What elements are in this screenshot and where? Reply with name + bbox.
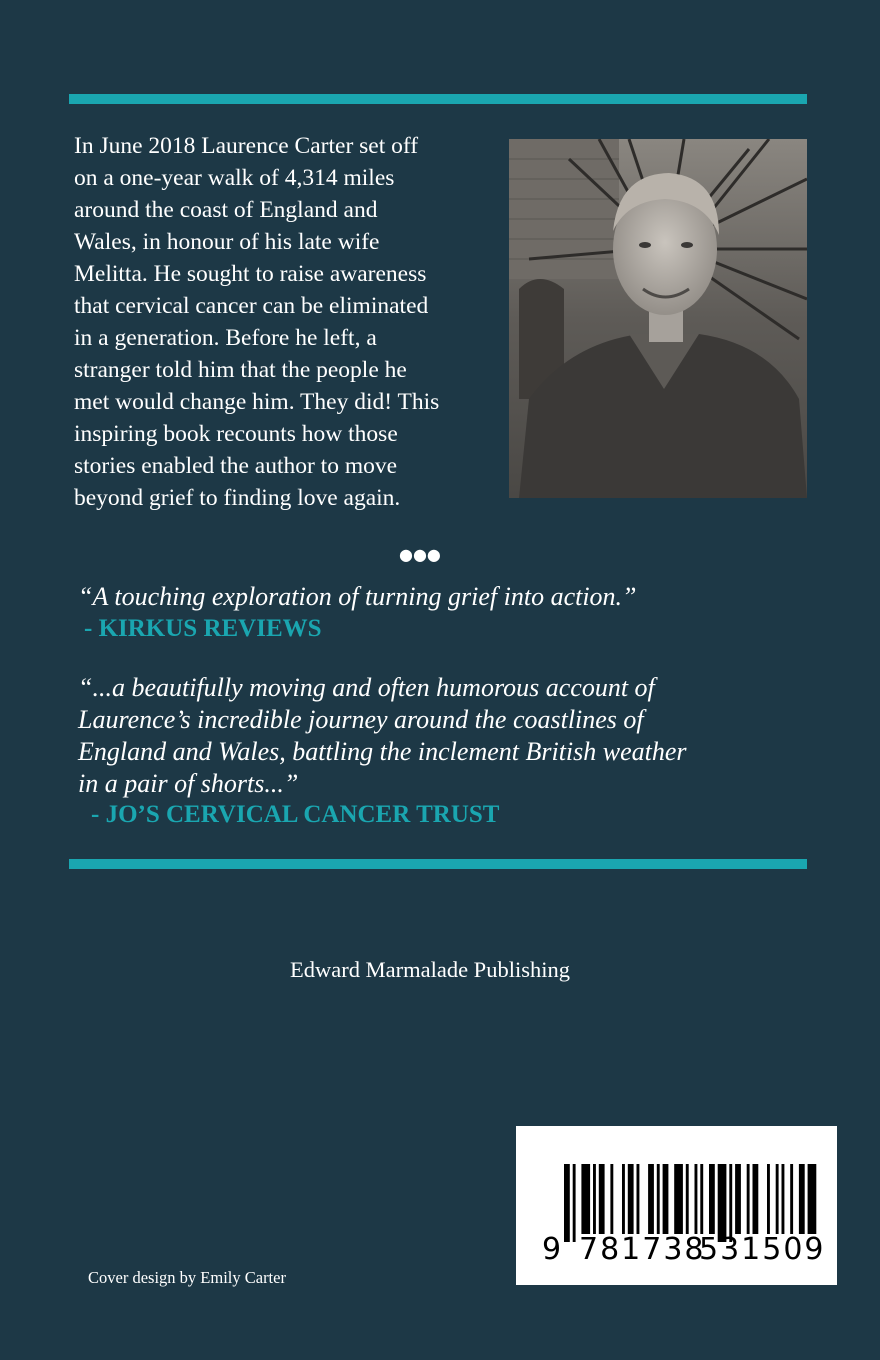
review-quote-line: “A touching exploration of turning grief into action.”	[78, 582, 637, 611]
review-attribution-jos-trust: - JO’S CERVICAL CANCER TRUST	[91, 801, 500, 828]
review-quote-kirkus	[78, 581, 637, 613]
barcode-bar	[790, 1164, 793, 1234]
barcode-bar	[628, 1164, 634, 1234]
blurb-line: stranger told him that the people he	[74, 357, 407, 383]
blurb-line: in a generation. Before he left, a	[74, 325, 377, 351]
review-quote-line: England and Wales, battling the inclement British weather	[78, 737, 687, 766]
barcode-bar	[700, 1164, 703, 1234]
barcode-bar	[674, 1164, 683, 1234]
barcode-bar	[799, 1164, 805, 1234]
review-attribution-kirkus: - KIRKUS REVIEWS	[84, 615, 322, 642]
blurb-line: met would change him. They did! This	[74, 389, 440, 415]
barcode-bar	[695, 1164, 698, 1234]
isbn-digit-group: 781738	[579, 1232, 706, 1267]
barcode-bar	[735, 1164, 741, 1234]
barcode-bar	[657, 1164, 660, 1234]
barcode-bar	[782, 1164, 785, 1234]
section-ornament: ●●●	[399, 545, 441, 564]
isbn-digit-group: 531509	[699, 1232, 826, 1267]
cover-design-credit: Cover design by Emily Carter	[88, 1268, 286, 1287]
barcode-bar	[663, 1164, 669, 1234]
barcode-bar	[581, 1164, 590, 1234]
review-quote-jos-trust	[78, 672, 687, 800]
author-photo	[509, 139, 807, 498]
blurb-line: Melitta. He sought to raise awareness	[74, 261, 427, 287]
barcode-bar	[729, 1164, 732, 1242]
barcode-bar	[622, 1164, 625, 1234]
blurb-line: around the coast of England and	[74, 197, 378, 223]
barcode-bar	[718, 1164, 727, 1242]
isbn-barcode	[516, 1126, 837, 1285]
barcode-bar	[637, 1164, 640, 1234]
barcode-bar	[709, 1164, 715, 1234]
barcode-bar	[610, 1164, 613, 1234]
barcode-bar	[573, 1164, 576, 1242]
barcode-bar	[747, 1164, 750, 1234]
barcode-bar	[753, 1164, 759, 1234]
blurb-line: inspiring book recounts how those	[74, 421, 398, 447]
author-photo-icon	[509, 139, 807, 498]
top-accent-rule	[69, 94, 807, 104]
review-quote-line: in a pair of shorts...”	[78, 769, 299, 798]
barcode-bar	[808, 1164, 817, 1234]
barcode-bar	[564, 1164, 570, 1242]
barcode-bar	[776, 1164, 779, 1234]
blurb-line: In June 2018 Laurence Carter set off	[74, 133, 419, 159]
review-quote-line: “...a beautifully moving and often humorous account of	[78, 673, 655, 702]
barcode-bar	[686, 1164, 689, 1234]
bottom-accent-rule	[69, 859, 807, 869]
barcode-bar	[648, 1164, 654, 1234]
barcode-bar	[593, 1164, 596, 1234]
barcode-bar	[767, 1164, 770, 1234]
review-quote-line: Laurence’s incredible journey around the coastlines of	[78, 705, 644, 734]
barcode-bar	[599, 1164, 605, 1234]
blurb-line: stories enabled the author to move	[74, 453, 398, 479]
blurb-line: that cervical cancer can be eliminated	[74, 293, 429, 319]
blurb-line: on a one-year walk of 4,314 miles	[74, 165, 395, 191]
publisher-name: Edward Marmalade Publishing	[290, 957, 570, 982]
blurb-line: beyond grief to finding love again.	[74, 485, 401, 511]
blurb-line: Wales, in honour of his late wife	[74, 229, 380, 255]
isbn-digit-group: 9	[542, 1232, 562, 1267]
book-blurb	[74, 130, 499, 514]
